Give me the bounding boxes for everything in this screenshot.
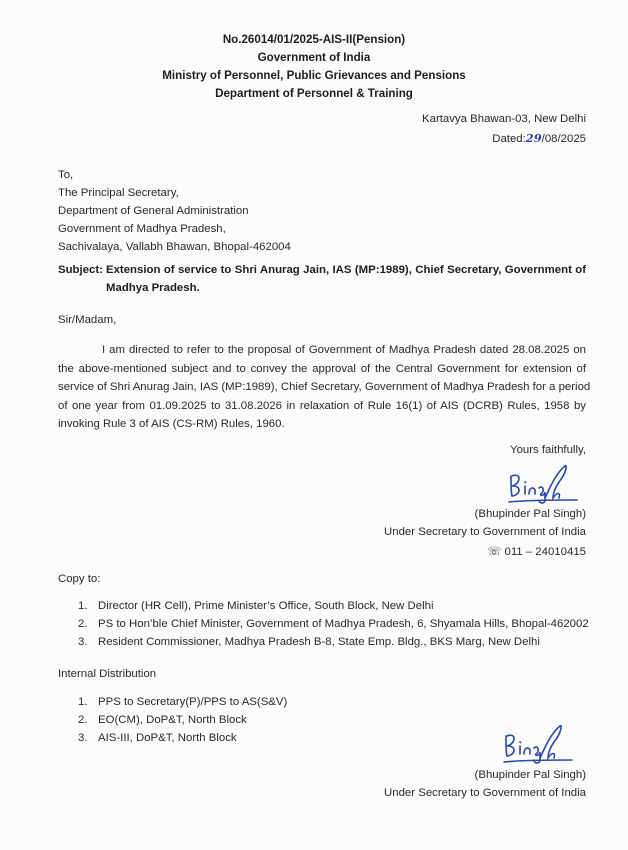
item-number: 1. <box>78 696 88 708</box>
item-text: Director (HR Cell), Prime Minister’s Office, South Block, New Delhi <box>98 600 434 612</box>
internal-distribution-heading: Internal Distribution <box>58 668 157 680</box>
dated-rest: /08/2025 <box>541 133 586 145</box>
date-line <box>492 131 586 145</box>
dated-label: Dated: <box>492 133 526 145</box>
body-paragraph <box>58 341 591 434</box>
body-line: I am directed to refer to the proposal of Government of Madhya Pradesh dated 28.08.2025 on <box>102 344 586 356</box>
government-heading: Government of India <box>257 51 371 64</box>
body-line: service of Shri Anurag Jain, IAS (MP:1989), Chief Secretary, Government of Madhya Pradesh for a period <box>58 381 591 393</box>
item-number: 2. <box>78 714 88 726</box>
item-number: 1. <box>78 600 88 612</box>
internal-item <box>78 714 247 726</box>
place: Kartavya Bhawan-03, New Delhi <box>422 113 586 125</box>
item-number: 3. <box>78 732 88 744</box>
copy-to-heading: Copy to: <box>58 573 101 585</box>
item-text: AIS-III, DoP&T, North Block <box>98 732 237 744</box>
item-text: EO(CM), DoP&T, North Block <box>98 714 247 726</box>
item-text: PS to Hon’ble Chief Minister, Government of Madhya Pradesh, 6, Shyamala Hills, Bhopal-462002 <box>98 618 589 630</box>
to-label: To, <box>58 169 74 181</box>
internal-item <box>78 696 287 708</box>
internal-item <box>78 732 237 744</box>
signature-icon <box>505 462 585 506</box>
item-text: Resident Commissioner, Madhya Pradesh B-8, State Emp. Bldg., BKS Marg, New Delhi <box>98 636 540 648</box>
item-number: 3. <box>78 636 88 648</box>
copy-to-item <box>78 618 589 630</box>
subject-line-2: Madhya Pradesh. <box>106 282 200 294</box>
signatory-name: (Bhupinder Pal Singh) <box>474 508 586 520</box>
item-number: 2. <box>78 618 88 630</box>
ministry-heading: Ministry of Personnel, Public Grievances and Pensions <box>162 69 466 82</box>
addressee-line: The Principal Secretary, <box>58 187 179 199</box>
subject-line-1: Extension of service to Shri Anurag Jain, IAS (MP:1989), Chief Secretary, Government of <box>106 264 586 276</box>
reference-number: No.26014/01/2025-AIS-II(Pension) <box>222 33 406 46</box>
subject-label: Subject: <box>58 264 103 276</box>
salutation: Sir/Madam, <box>58 314 117 326</box>
department-heading: Department of Personnel & Training <box>215 87 413 100</box>
signature-icon <box>500 722 580 766</box>
phone-line <box>487 544 586 558</box>
signatory-designation-2: Under Secretary to Government of India <box>384 787 586 799</box>
phone-number: 011 – 24010415 <box>504 546 586 558</box>
body-line: of one year from 01.09.2025 to 31.08.2026 in relaxation of Rule 16(1) of AIS (DCRB) Rules, 1958 by <box>58 399 586 412</box>
copy-to-item <box>78 600 433 612</box>
item-text: PPS to Secretary(P)/PPS to AS(S&V) <box>98 696 288 708</box>
addressee-line: Sachivalaya, Vallabh Bhawan, Bhopal-462004 <box>58 241 291 253</box>
addressee-line: Government of Madhya Pradesh, <box>58 223 226 235</box>
body-line: the above-mentioned subject and to convey the approval of the Central Government for extension of <box>58 362 586 375</box>
telephone-icon: ☏ <box>487 546 502 558</box>
signatory-designation: Under Secretary to Government of India <box>384 526 586 538</box>
body-line: invoking Rule 3 of AIS (CS-RM) Rules, 1960. <box>58 418 285 430</box>
yours-faithfully: Yours faithfully, <box>510 444 586 456</box>
copy-to-item <box>78 636 540 648</box>
addressee-line: Department of General Administration <box>58 205 249 217</box>
handwritten-day: 29 <box>525 131 542 145</box>
signatory-name-2: (Bhupinder Pal Singh) <box>474 769 586 781</box>
